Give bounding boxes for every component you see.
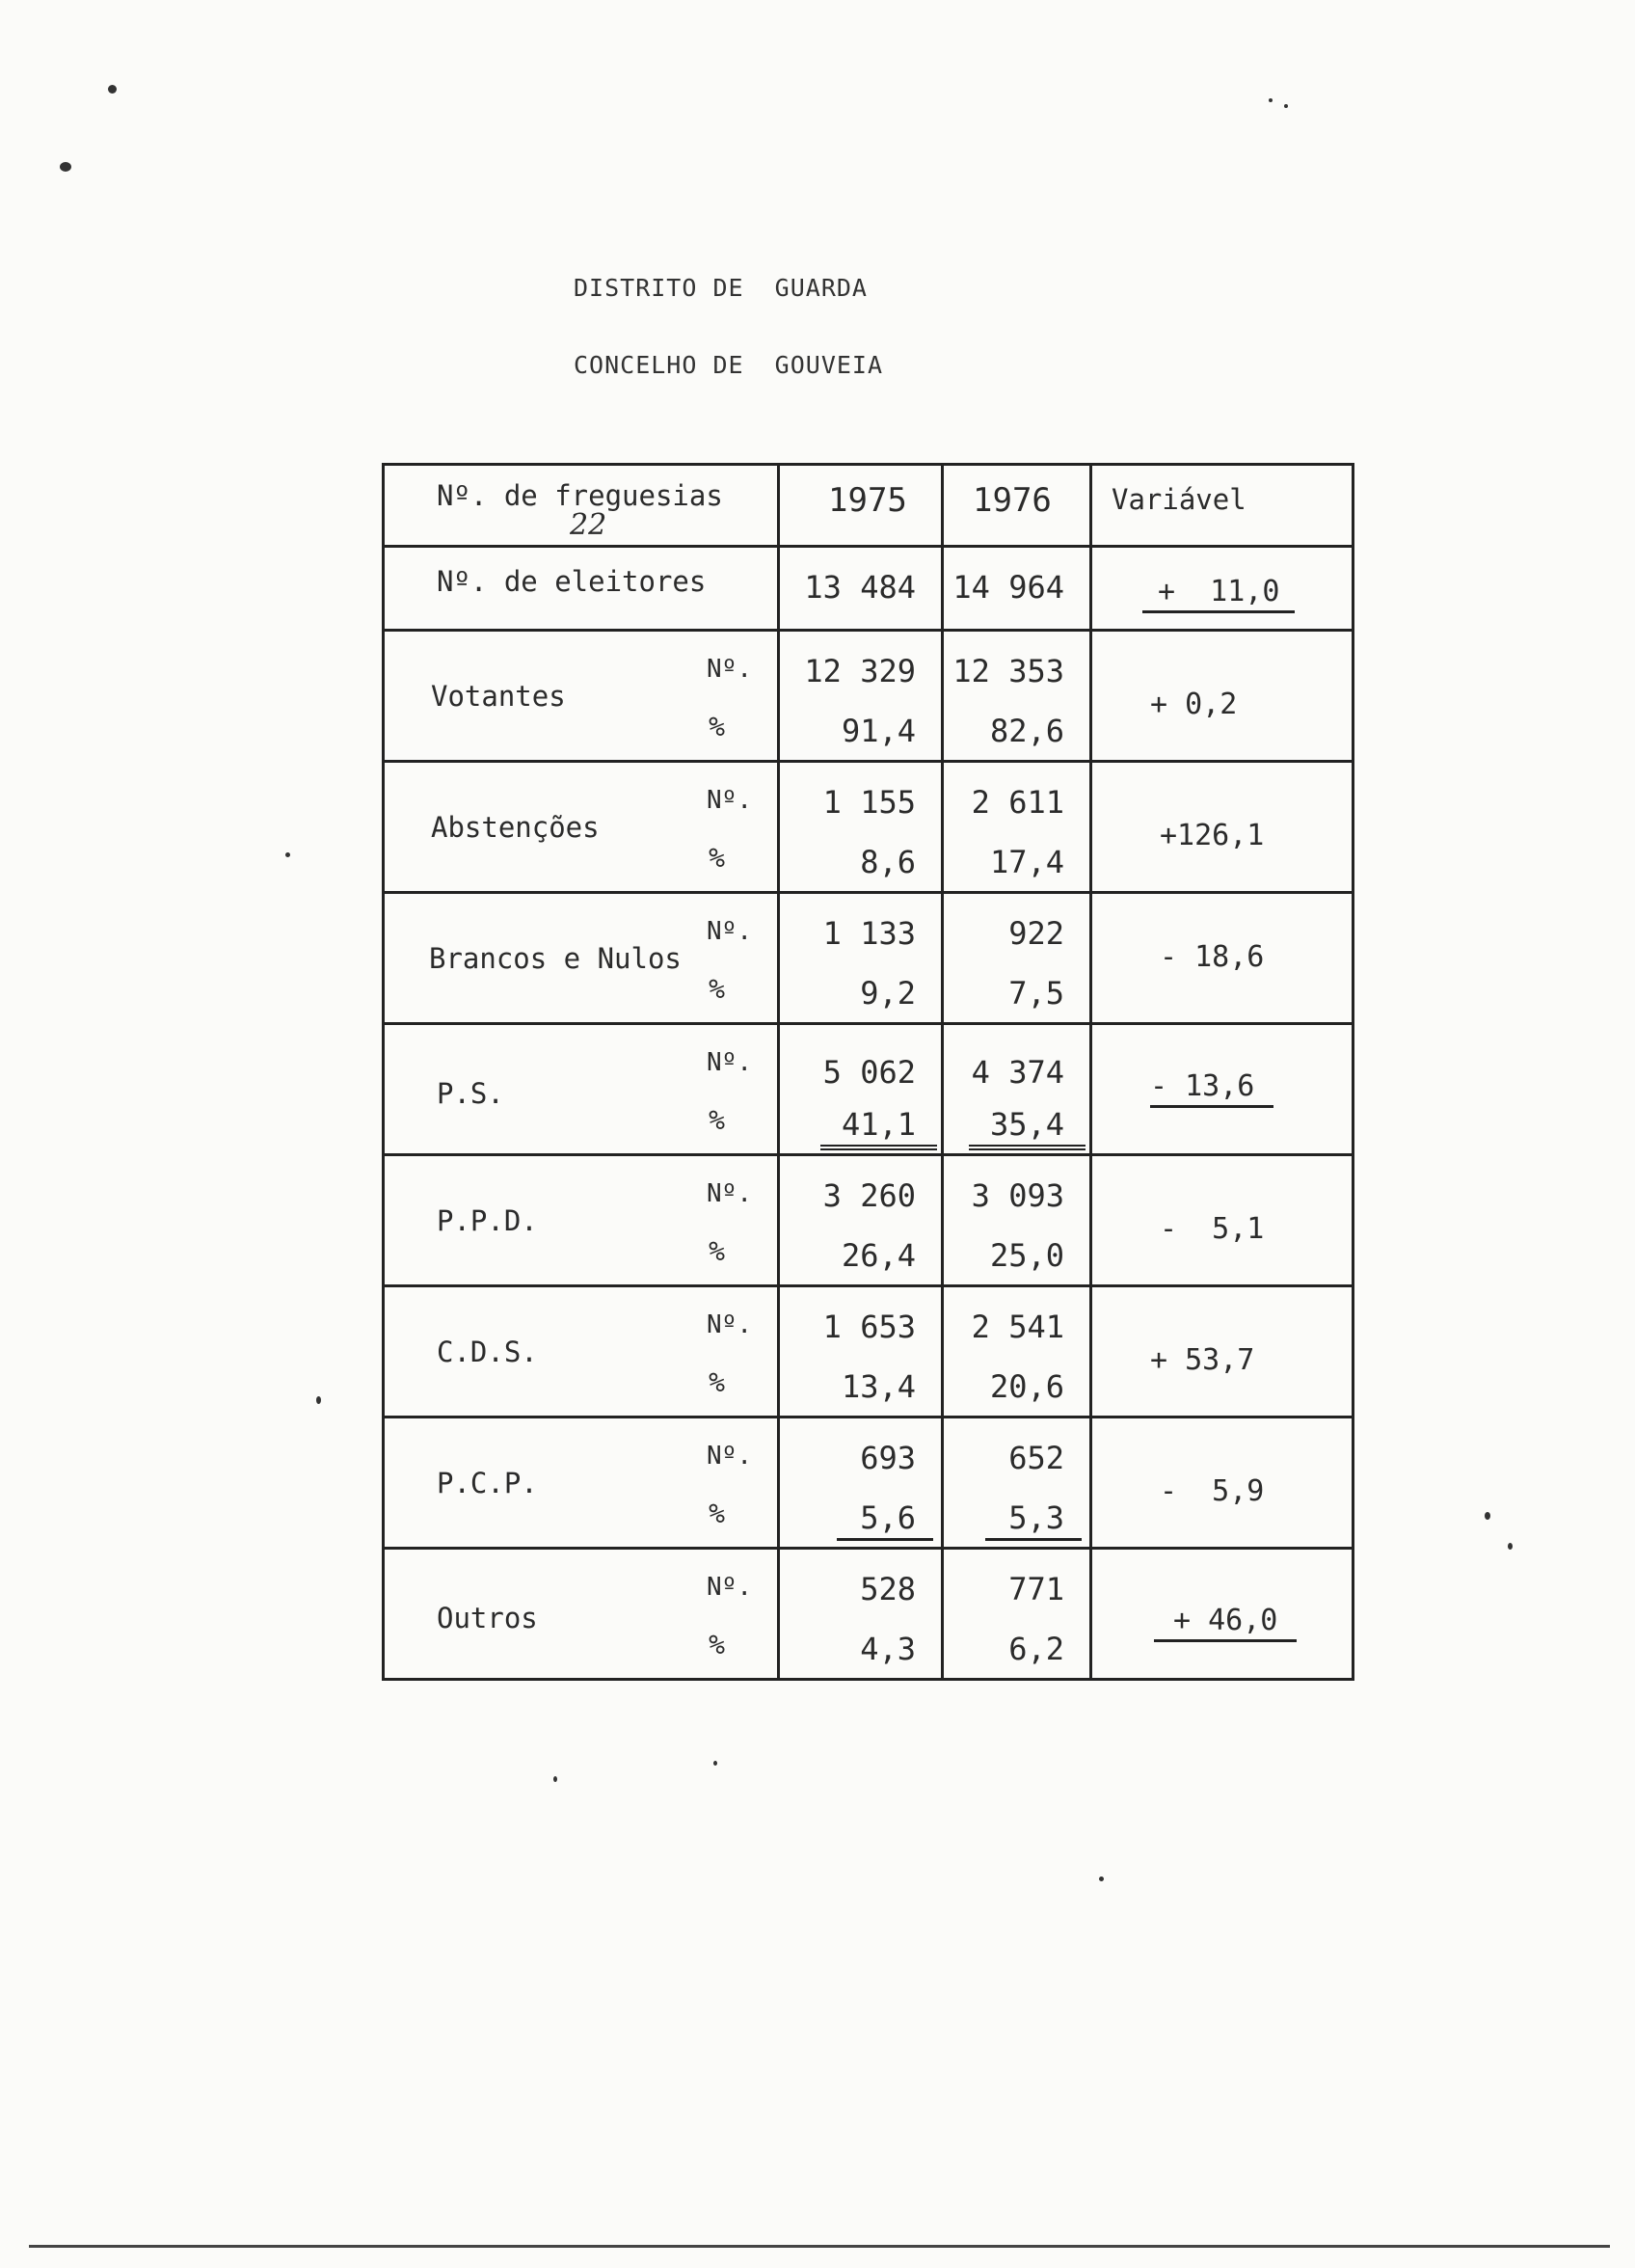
row-label-cell	[384, 1418, 779, 1549]
eleitores-label-cell	[384, 547, 779, 631]
scan-speck	[1485, 1512, 1490, 1520]
eleitores-1975-cell	[779, 547, 943, 631]
row-1975-cell	[779, 631, 943, 762]
unit-pct: %	[709, 1629, 725, 1660]
row-var-cell	[1091, 1549, 1354, 1680]
unit-pct: %	[709, 1235, 725, 1267]
row-var-cell	[1091, 1286, 1354, 1418]
num-1976: 2 611	[971, 784, 1064, 821]
row-label-cell	[384, 631, 779, 762]
pct-1975: 26,4	[841, 1237, 916, 1274]
row-label-cell	[384, 893, 779, 1024]
scan-speck	[108, 85, 117, 94]
unit-num: Nº.	[707, 1573, 752, 1602]
eleitores-1976: 14 964	[952, 569, 1064, 606]
num-1975: 1 133	[822, 915, 916, 952]
freguesias-count: 22	[570, 508, 607, 542]
table-row	[384, 1418, 1354, 1549]
unit-num: Nº.	[707, 1048, 752, 1077]
variavel-label: Variável	[1112, 483, 1246, 516]
row-label: P.P.D.	[437, 1204, 538, 1237]
pct-1975: 5,6	[837, 1499, 933, 1541]
header-row	[384, 465, 1354, 547]
table-row	[384, 1549, 1354, 1680]
table-row	[384, 1024, 1354, 1155]
row-label-cell	[384, 1155, 779, 1286]
unit-pct: %	[709, 1104, 725, 1136]
row-1975-cell	[779, 893, 943, 1024]
year-1976-label: 1976	[973, 481, 1052, 520]
election-results-table	[382, 463, 1354, 1681]
num-1976: 12 353	[952, 653, 1064, 689]
num-1976: 2 541	[971, 1309, 1064, 1345]
var-value: - 5,1	[1160, 1212, 1265, 1246]
row-1976-cell	[943, 893, 1091, 1024]
row-var-cell	[1091, 631, 1354, 762]
unit-num: Nº.	[707, 786, 752, 815]
scan-speck	[60, 162, 71, 172]
pct-1975: 41,1	[820, 1106, 937, 1150]
scan-speck	[1099, 1876, 1104, 1881]
num-1976: 4 374	[971, 1054, 1064, 1091]
var-value: + 0,2	[1150, 688, 1238, 721]
row-1976-cell	[943, 1024, 1091, 1155]
row-label: P.S.	[437, 1077, 504, 1110]
row-1975-cell	[779, 1155, 943, 1286]
row-1975-cell	[779, 1286, 943, 1418]
row-1975-cell	[779, 1024, 943, 1155]
var-value: - 13,6	[1150, 1069, 1273, 1108]
row-label: Outros	[437, 1602, 538, 1634]
unit-num: Nº.	[707, 1310, 752, 1339]
row-label: P.C.P.	[437, 1467, 538, 1499]
table-row	[384, 762, 1354, 893]
eleitores-var: + 11,0	[1142, 575, 1295, 613]
scan-speck	[1269, 98, 1273, 102]
pct-1975: 9,2	[860, 975, 916, 1012]
unit-pct: %	[709, 973, 725, 1005]
row-label: Abstenções	[431, 811, 600, 844]
pct-1976: 7,5	[1008, 975, 1064, 1012]
var-value: - 5,9	[1160, 1474, 1265, 1508]
num-1976: 922	[1008, 915, 1064, 952]
table-row	[384, 893, 1354, 1024]
year-1976-header	[943, 465, 1091, 547]
num-1975: 1 155	[822, 784, 916, 821]
scan-speck	[285, 852, 290, 857]
unit-num: Nº.	[707, 917, 752, 946]
num-1975: 3 260	[822, 1177, 916, 1214]
row-1976-cell	[943, 1286, 1091, 1418]
municipality-title: CONCELHO DE GOUVEIA	[574, 351, 884, 379]
unit-pct: %	[709, 1498, 725, 1529]
scan-speck	[316, 1396, 321, 1404]
unit-num: Nº.	[707, 655, 752, 684]
row-label-cell	[384, 762, 779, 893]
var-value: - 18,6	[1160, 940, 1265, 974]
row-var-cell	[1091, 1418, 1354, 1549]
eleitores-row	[384, 547, 1354, 631]
year-1975-label: 1975	[828, 481, 907, 520]
num-1975: 1 653	[822, 1309, 916, 1345]
pct-1975: 8,6	[860, 844, 916, 880]
scan-speck	[553, 1776, 557, 1782]
row-1975-cell	[779, 1418, 943, 1549]
unit-num: Nº.	[707, 1442, 752, 1471]
var-value: + 46,0	[1154, 1604, 1297, 1642]
row-label: C.D.S.	[437, 1336, 538, 1368]
row-label-cell	[384, 1549, 779, 1680]
row-var-cell	[1091, 762, 1354, 893]
pct-1976: 20,6	[989, 1368, 1064, 1405]
row-1976-cell	[943, 1155, 1091, 1286]
row-label: Votantes	[431, 680, 566, 713]
row-var-cell	[1091, 893, 1354, 1024]
scan-speck	[713, 1761, 717, 1766]
unit-pct: %	[709, 711, 725, 742]
pct-1976: 82,6	[989, 713, 1064, 749]
scan-speck	[1284, 104, 1288, 108]
row-1976-cell	[943, 1418, 1091, 1549]
row-1975-cell	[779, 762, 943, 893]
freguesias-cell	[384, 465, 779, 547]
table-row	[384, 1286, 1354, 1418]
eleitores-1975: 13 484	[804, 569, 916, 606]
variavel-header	[1091, 465, 1354, 547]
row-1976-cell	[943, 631, 1091, 762]
eleitores-var-cell	[1091, 547, 1354, 631]
num-1975: 693	[860, 1440, 916, 1476]
num-1976: 3 093	[971, 1177, 1064, 1214]
num-1975: 528	[860, 1571, 916, 1607]
row-var-cell	[1091, 1024, 1354, 1155]
row-label-cell	[384, 1286, 779, 1418]
freguesias-label: Nº. de freguesias	[437, 479, 723, 512]
pct-1976: 25,0	[989, 1237, 1064, 1274]
unit-pct: %	[709, 1366, 725, 1398]
pct-1976: 17,4	[989, 844, 1064, 880]
scan-speck	[1508, 1543, 1513, 1550]
pct-1975: 13,4	[841, 1368, 916, 1405]
year-1975-header	[779, 465, 943, 547]
num-1975: 5 062	[822, 1054, 916, 1091]
district-title: DISTRITO DE GUARDA	[574, 274, 868, 302]
num-1975: 12 329	[804, 653, 916, 689]
unit-num: Nº.	[707, 1179, 752, 1208]
unit-pct: %	[709, 842, 725, 874]
row-label: Brancos e Nulos	[429, 942, 682, 975]
row-1976-cell	[943, 1549, 1091, 1680]
pct-1976: 6,2	[1008, 1631, 1064, 1667]
var-value: +126,1	[1160, 819, 1265, 852]
eleitores-label: Nº. de eleitores	[437, 565, 707, 598]
num-1976: 652	[1008, 1440, 1064, 1476]
var-value: + 53,7	[1150, 1343, 1255, 1377]
row-1975-cell	[779, 1549, 943, 1680]
row-var-cell	[1091, 1155, 1354, 1286]
row-label-cell	[384, 1024, 779, 1155]
pct-1976: 35,4	[969, 1106, 1086, 1150]
table-row	[384, 631, 1354, 762]
row-1976-cell	[943, 762, 1091, 893]
pct-1975: 4,3	[860, 1631, 916, 1667]
table-row	[384, 1155, 1354, 1286]
pct-1976: 5,3	[985, 1499, 1082, 1541]
page-bottom-rule	[29, 2245, 1610, 2248]
eleitores-1976-cell	[943, 547, 1091, 631]
pct-1975: 91,4	[841, 713, 916, 749]
num-1976: 771	[1008, 1571, 1064, 1607]
